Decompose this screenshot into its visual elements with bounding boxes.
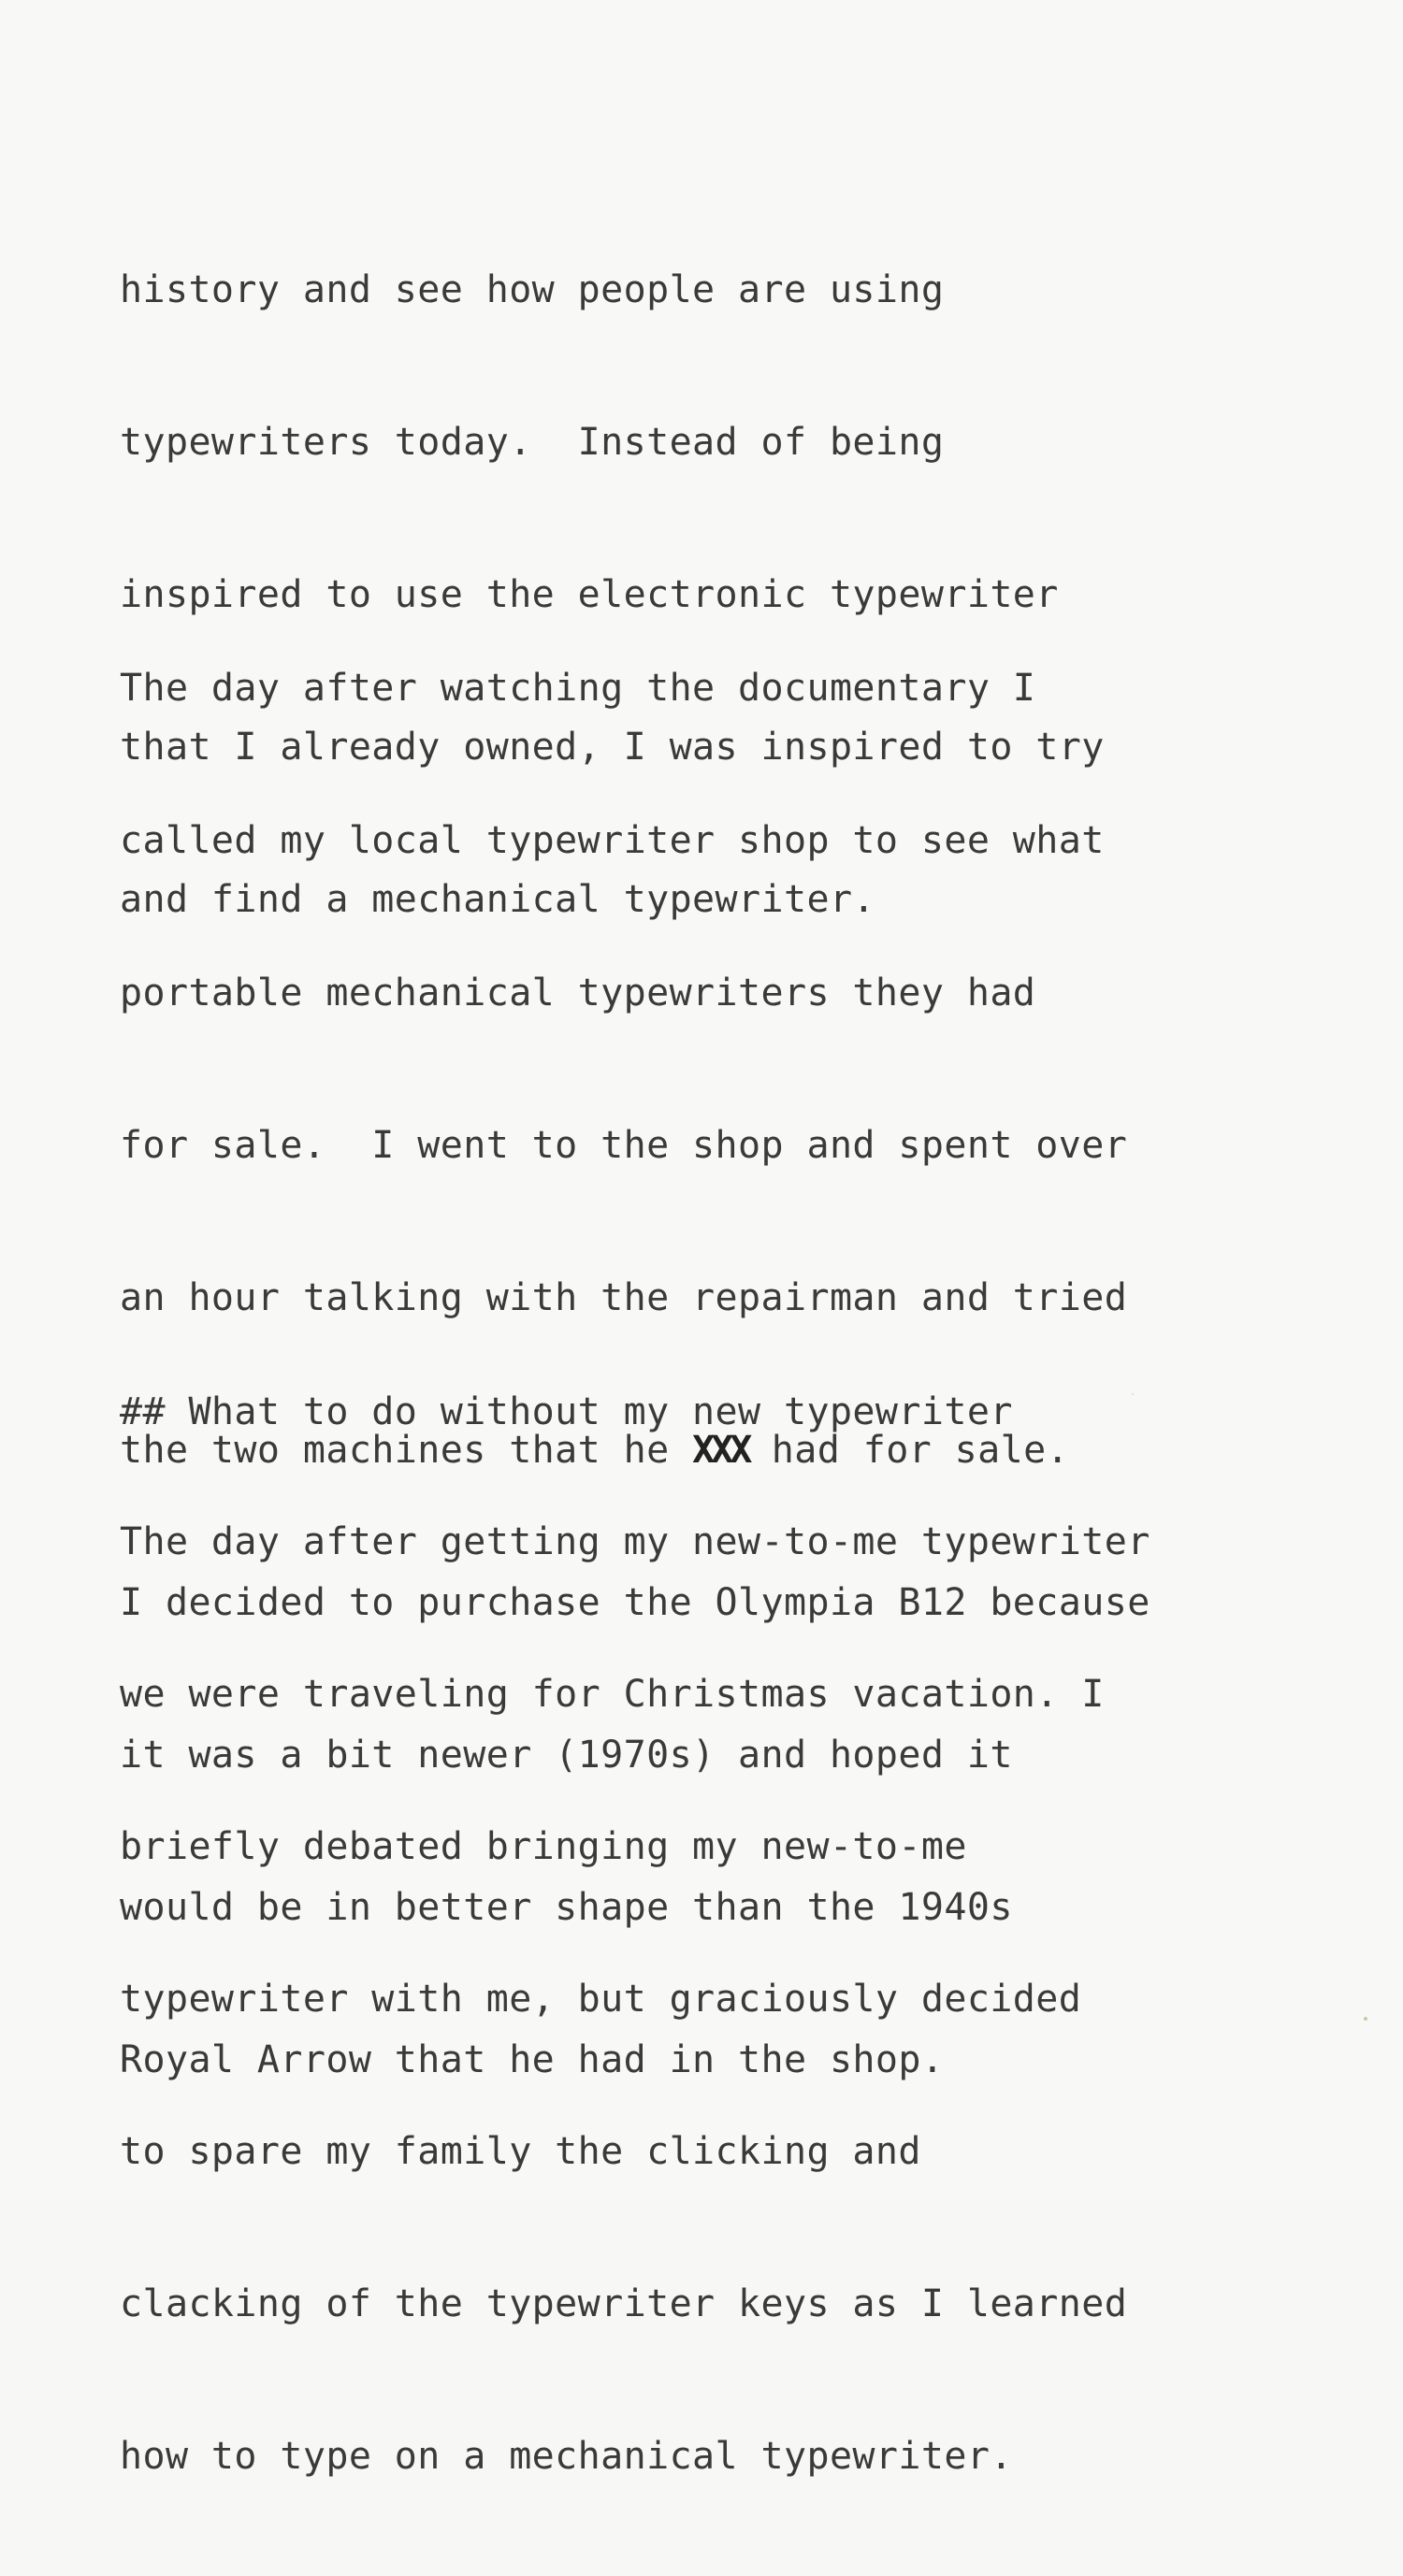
paragraph-line: Royal Arrow that he had in the shop. [120, 2038, 945, 2081]
paragraph-3 [120, 1423, 1150, 2576]
paper-speck [1364, 2017, 1367, 2021]
line-text-before: the two machines that he [120, 1429, 693, 1472]
paragraph-line: an hour talking with the repairman and tried [120, 1276, 1128, 1319]
paragraph-line: we were traveling for Christmas vacation. I [120, 1673, 1105, 1716]
paragraph-line: briefly debated bringing my new-to-me [120, 1825, 967, 1868]
paragraph-line: that I already owned, I was inspired to try [120, 726, 1105, 769]
paragraph-line: how to type on a mechanical typewriter. [120, 2435, 1013, 2478]
paragraph-line: typewriters today. Instead of being [120, 421, 945, 464]
heading-text: ## What to do without my new typewriter [120, 1390, 1013, 1433]
paragraph-line: clacking of the typewriter keys as I learned [120, 2282, 1128, 2325]
paragraph-line: would be in better shape than the 1940s [120, 1886, 1013, 1929]
paragraph-line: typewriter with me, but graciously decided [120, 1978, 1082, 2021]
paragraph-line: portable mechanical typewriters they had [120, 971, 1036, 1015]
paragraph-line: called my local typewriter shop to see what [120, 819, 1105, 862]
paragraph-line: The day after getting my new-to-me typewriter [120, 1520, 1150, 1563]
paper-speck [1132, 1393, 1134, 1395]
paragraph-line: The day after watching the documentary I [120, 667, 1036, 710]
paragraph-line: to spare my family the clicking and [120, 2130, 921, 2173]
paragraph-line: history and see how people are using [120, 268, 945, 311]
paragraph-line: it was a bit newer (1970s) and hoped it [120, 1734, 1013, 1777]
paragraph-line: inspired to use the electronic typewriter [120, 573, 1059, 616]
paragraph-line: for sale. I went to the shop and spent over [120, 1124, 1128, 1167]
paragraph-line: and find a mechanical typewriter. [120, 878, 875, 921]
paragraph-line: I decided to purchase the Olympia B12 because [120, 1581, 1150, 1624]
line-text-after: had for sale. [748, 1429, 1070, 1472]
typed-over-word: XXX [692, 1429, 749, 1472]
